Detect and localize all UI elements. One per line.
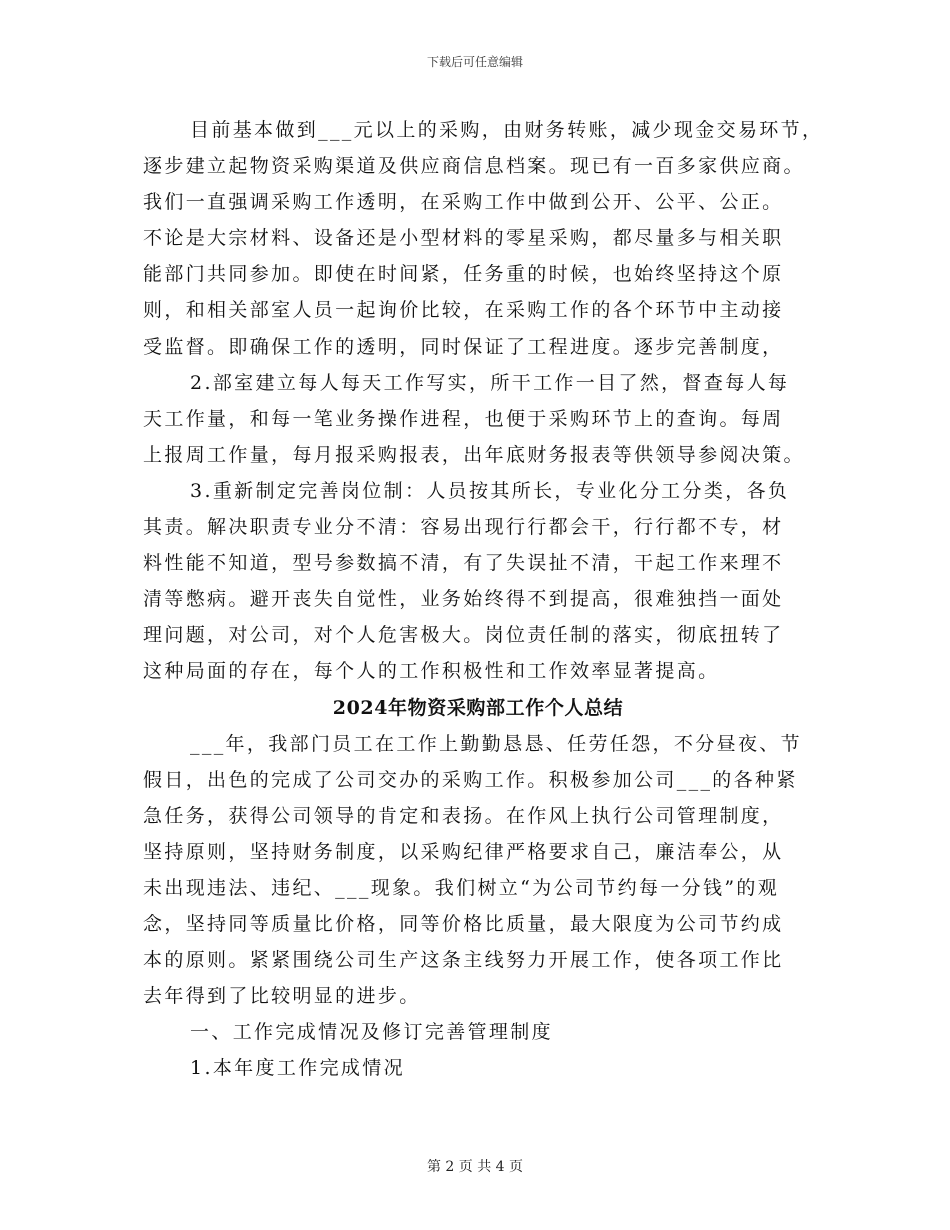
paragraph-line: 未出现违法、违纪、___现象。我们树立“为公司节约每一分钱”的观 xyxy=(143,876,780,899)
paragraph-line: 上报周工作量，每月报采购报表，出年底财务报表等供领导参阅决策。 xyxy=(143,443,805,466)
paragraph-line: 急任务，获得公司领导的肯定和表扬。在作风上执行公司管理制度， xyxy=(143,804,784,827)
subheading: 一、工作完成情况及修订完善管理制度 xyxy=(190,1021,553,1044)
page-footer: 第 2 页 共 4 页 xyxy=(426,1159,524,1175)
paragraph-line: 料性能不知道，型号参数搞不清，有了失误扯不清，干起工作来理不 xyxy=(143,552,784,575)
paragraph-line: 这种局面的存在，每个人的工作积极性和工作效率显著提高。 xyxy=(143,660,720,683)
page-header: 下载后可任意编辑 xyxy=(426,55,523,69)
paragraph-line: 清等憋病。避开丧失自觉性，业务始终得不到提高，很难独挡一面处 xyxy=(143,588,784,611)
paragraph-line: 其责。解决职责专业分不清：容易出现行行都会干，行行都不专，材 xyxy=(143,516,784,539)
paragraph-line: 3.重新制定完善岗位制：人员按其所长，专业化分工分类，各负 xyxy=(190,479,790,502)
section-title: 2024年物资采购部工作个人总结 xyxy=(332,696,624,719)
paragraph-line: 目前基本做到___元以上的采购，由财务转账，减少现金交易环节， xyxy=(190,119,824,141)
paragraph-line: 不论是大宗材料、设备还是小型材料的零星采购，都尽量多与相关职 xyxy=(143,227,784,250)
subheading: 1.本年度工作完成情况 xyxy=(190,1057,405,1080)
paragraph-line: 假日，出色的完成了公司交办的采购工作。积极参加公司___的各种紧 xyxy=(143,768,798,791)
paragraph-line: 本的原则。紧紧围绕公司生产这条主线努力开展工作，使各项工作比 xyxy=(143,949,784,972)
paragraph-line: 逐步建立起物资采购渠道及供应商信息档案。现已有一百多家供应商。 xyxy=(143,155,805,178)
document-body xyxy=(143,112,824,1087)
paragraph-line: 去年得到了比较明显的进步。 xyxy=(143,985,421,1008)
paragraph-line: 则，和相关部室人员一起询价比较，在采购工作的各个环节中主动接 xyxy=(143,299,784,322)
paragraph-line: 我们一直强调采购工作透明，在采购工作中做到公开、公平、公正。 xyxy=(143,191,784,214)
paragraph-line: 能部门共同参加。即使在时间紧，任务重的时候，也始终坚持这个原 xyxy=(143,263,784,286)
paragraph-line: 天工作量，和每一笔业务操作进程，也便于采购环节上的查询。每周 xyxy=(143,407,784,430)
paragraph-line: 理问题，对公司，对个人危害极大。岗位责任制的落实，彻底扭转了 xyxy=(143,624,784,647)
paragraph-line: 坚持原则，坚持财务制度，以采购纪律严格要求自己，廉洁奉公，从 xyxy=(143,840,784,863)
paragraph-line: 受监督。即确保工作的透明，同时保证了工程进度。逐步完善制度， xyxy=(143,335,784,358)
paragraph-line: 念，坚持同等质量比价格，同等价格比质量，最大限度为公司节约成 xyxy=(143,913,784,936)
paragraph-line: ___年，我部门员工在工作上勤勤恳恳、任劳任怨，不分昼夜、节 xyxy=(190,732,803,755)
paragraph-line: 2.部室建立每人每天工作写实，所干工作一目了然，督查每人每 xyxy=(190,371,790,394)
